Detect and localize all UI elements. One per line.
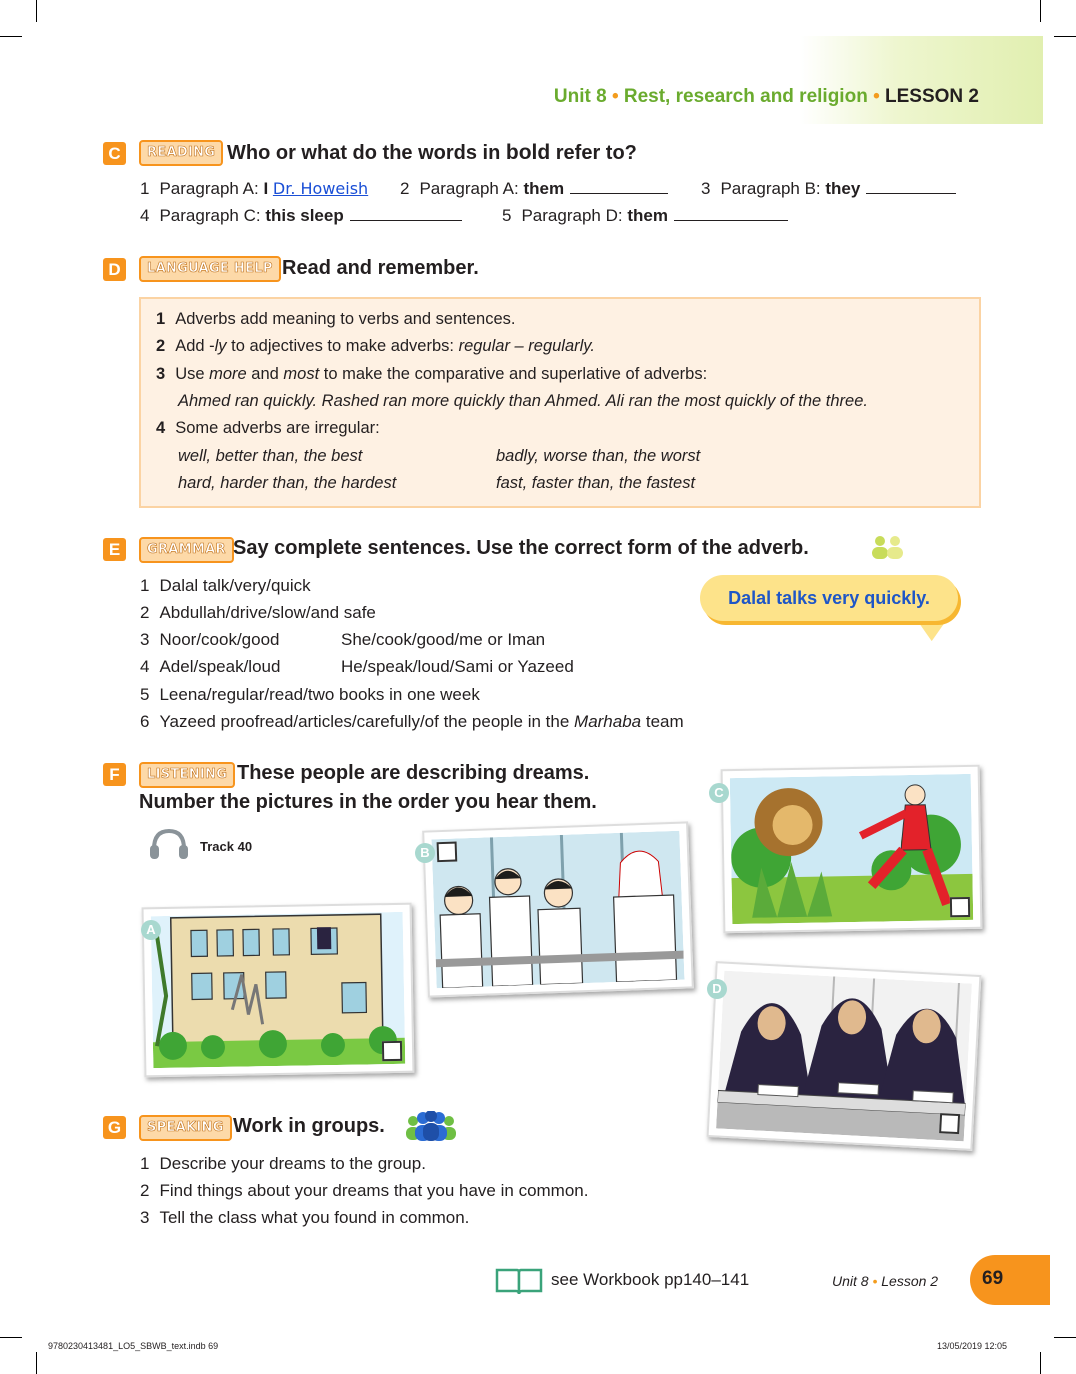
- list-item: [140, 685, 480, 705]
- item-number: 1: [156, 310, 166, 328]
- item-text: Paragraph A:: [419, 179, 524, 198]
- section-f-title-line1: These people are describing dreams.: [237, 762, 590, 784]
- item-number: 3: [156, 365, 166, 383]
- header-bullet: •: [611, 86, 619, 107]
- list-item: [140, 1208, 469, 1228]
- picture-label-c: C: [709, 783, 729, 803]
- section-letter-f: F: [103, 763, 126, 786]
- answer-blank[interactable]: [570, 179, 668, 194]
- item-text: Adel/speak/loud: [159, 657, 281, 676]
- section-d-title: Read and remember.: [282, 257, 479, 279]
- answer-checkbox[interactable]: [437, 841, 458, 862]
- item-text: Some adverbs are irregular:: [175, 419, 380, 437]
- footer-lesson: Lesson 2: [881, 1273, 939, 1289]
- lion-chase-illustration: [730, 774, 974, 924]
- irregular-form: [178, 474, 396, 493]
- answer-blank[interactable]: [350, 206, 462, 221]
- picture-d: [707, 961, 982, 1151]
- item-bold: them: [627, 206, 668, 225]
- crop-mark: [36, 1352, 37, 1374]
- item-number: 1: [140, 576, 150, 595]
- item-text: Dalal talk/very/quick: [159, 576, 311, 595]
- item-text: to adjectives to make adverbs:: [226, 337, 459, 355]
- pair-work-icon: [868, 535, 908, 559]
- answer-link[interactable]: Dr. Howeish: [272, 179, 369, 198]
- item-text: Paragraph A:: [159, 179, 264, 198]
- title-bold: bold: [505, 141, 551, 164]
- item-bold: I: [263, 179, 269, 198]
- speaking-tag: SPEAKING: [139, 1115, 232, 1141]
- item-italic: most: [283, 365, 320, 383]
- item-text: Yazeed proofread/articles/carefully/of the people in the: [159, 712, 575, 731]
- header-title: Rest, research and religion: [623, 86, 868, 107]
- exam-illustration: [716, 971, 972, 1142]
- item-number: 2: [400, 179, 410, 198]
- crop-mark: [36, 0, 37, 22]
- item-bold: them: [523, 179, 565, 198]
- item-number: 4: [140, 657, 150, 676]
- item-number: 2: [140, 603, 150, 622]
- item-text: Tell the class what you found in common.: [159, 1208, 470, 1227]
- example-line: [178, 392, 868, 411]
- section-letter-c: C: [103, 142, 126, 165]
- form-text: hard, harder than, the hardest: [178, 474, 397, 492]
- section-letter-d: D: [103, 258, 126, 281]
- item-text: Find things about your dreams that you have in common.: [159, 1181, 589, 1200]
- footer-unit: Unit 8: [832, 1273, 869, 1289]
- title-text: refer to?: [550, 142, 637, 164]
- section-g-title: Work in groups.: [233, 1115, 385, 1137]
- item-text: and: [246, 365, 284, 383]
- list-item: [701, 179, 956, 199]
- list-item: [156, 365, 707, 384]
- item-text: Paragraph C:: [159, 206, 266, 225]
- item-text: Describe your dreams to the group.: [159, 1154, 426, 1173]
- section-e-title: Say complete sentences. Use the correct form of the adverb.: [233, 537, 809, 559]
- header-unit: Unit 8: [553, 86, 607, 107]
- list-item: [140, 1154, 426, 1174]
- crop-mark: [1040, 0, 1041, 22]
- classroom-illustration: [431, 831, 684, 989]
- workbook-icon[interactable]: [495, 1266, 543, 1296]
- picture-a: [142, 903, 415, 1078]
- crop-mark: [0, 1337, 22, 1338]
- crop-mark: [1054, 1337, 1076, 1338]
- item-italic: ly: [214, 337, 227, 355]
- headphones-icon[interactable]: [148, 827, 190, 861]
- speech-bubble: Dalal talks very quickly.: [700, 575, 958, 621]
- list-item: [156, 310, 515, 329]
- picture-label-d: D: [707, 979, 727, 999]
- item-text: team: [641, 712, 684, 731]
- item-bold: this sleep: [265, 206, 344, 225]
- list-item: [502, 206, 788, 226]
- item-number: 1: [140, 179, 150, 198]
- crop-mark: [0, 36, 22, 37]
- item-number: 3: [701, 179, 711, 198]
- item-text: to make the comparative and superlative of adverbs:: [319, 365, 708, 383]
- list-item: [140, 712, 684, 732]
- item-number: 1: [140, 1154, 150, 1173]
- footer-unit-lesson: [832, 1273, 938, 1289]
- group-work-icon: [403, 1111, 459, 1141]
- answer-checkbox[interactable]: [950, 897, 970, 917]
- section-f-title-line2: Number the pictures in the order you hear them.: [139, 791, 597, 813]
- item-text: Use: [175, 365, 210, 383]
- item-number: 3: [140, 630, 150, 649]
- list-item: [140, 179, 368, 199]
- page-number: 69: [982, 1268, 1004, 1289]
- picture-label-b: B: [415, 843, 435, 863]
- print-slug-date: 13/05/2019 12:05: [937, 1341, 1008, 1351]
- header-bullet: •: [873, 86, 880, 107]
- crop-mark: [1040, 1352, 1041, 1374]
- picture-c: [721, 765, 983, 933]
- building-illustration: [151, 912, 406, 1068]
- answer-blank[interactable]: [866, 179, 956, 194]
- picture-b-scene: [431, 831, 684, 989]
- item-text: Adverbs add meaning to verbs and sentences.: [175, 310, 516, 328]
- grammar-tag: GRAMMAR: [139, 537, 234, 563]
- list-item: [140, 1181, 588, 1201]
- item-text: Add -: [175, 337, 215, 355]
- header-lesson: LESSON 2: [885, 86, 979, 107]
- item-number: 6: [140, 712, 150, 731]
- footer-bullet: •: [872, 1273, 878, 1289]
- item-example: regular – regularly.: [458, 337, 595, 355]
- item-number: 5: [502, 206, 512, 225]
- list-item: [140, 576, 311, 596]
- answer-blank[interactable]: [674, 206, 788, 221]
- item-number: 3: [140, 1208, 150, 1227]
- header-band: [800, 36, 1043, 124]
- print-slug-file: 9780230413481_LO5_SBWB_text.indb 69: [48, 1341, 219, 1351]
- list-item-alt: He/speak/loud/Sami or Yazeed: [341, 657, 574, 676]
- picture-d-scene: [716, 971, 972, 1142]
- item-number: 4: [140, 206, 150, 225]
- picture-label-a: A: [141, 920, 161, 940]
- title-text: Who or what do the words in: [227, 142, 506, 164]
- listening-tag: LISTENING: [139, 762, 235, 788]
- picture-a-scene: [151, 912, 406, 1068]
- picture-b: [422, 821, 694, 997]
- form-text: badly, worse than, the worst: [496, 447, 701, 465]
- list-item: [156, 337, 595, 356]
- form-text: fast, faster than, the fastest: [496, 474, 696, 492]
- form-text: well, better than, the best: [178, 447, 363, 465]
- list-item-alt: She/cook/good/me or Iman: [341, 630, 546, 649]
- item-number: 2: [156, 337, 166, 355]
- crop-mark: [1054, 36, 1076, 37]
- item-bold: they: [825, 179, 861, 198]
- track-label: Track 40: [200, 839, 253, 854]
- irregular-form: [496, 474, 695, 493]
- answer-checkbox[interactable]: [939, 1113, 960, 1134]
- list-item: [140, 206, 462, 226]
- item-italic: Marhaba: [574, 712, 642, 731]
- item-number: 4: [156, 419, 166, 437]
- workbook-reference: see Workbook pp140–141: [551, 1270, 750, 1289]
- item-text: Noor/cook/good: [159, 630, 280, 649]
- item-text: Paragraph B:: [720, 179, 826, 198]
- item-italic: more: [209, 365, 247, 383]
- answer-checkbox[interactable]: [382, 1041, 402, 1061]
- list-item: [140, 603, 376, 623]
- language-help-tag: LANGUAGE HELP: [139, 256, 281, 282]
- item-text: Paragraph D:: [521, 206, 628, 225]
- section-letter-g: G: [103, 1116, 126, 1139]
- reading-tag: READING: [139, 140, 223, 166]
- list-item: [140, 630, 280, 650]
- item-number: 5: [140, 685, 150, 704]
- section-c-title: [227, 141, 637, 165]
- section-letter-e: E: [103, 538, 126, 561]
- item-text: Leena/regular/read/two books in one week: [159, 685, 480, 704]
- item-number: 2: [140, 1181, 150, 1200]
- item-text: Abdullah/drive/slow/and safe: [159, 603, 376, 622]
- list-item: [400, 179, 668, 199]
- list-item: [140, 657, 280, 677]
- item-example: Ahmed ran quickly. Rashed ran more quickly than Ahmed. Ali ran the most quickly of the three.: [178, 392, 868, 410]
- picture-c-scene: [730, 774, 974, 924]
- list-item: [156, 419, 380, 438]
- irregular-form: [496, 447, 700, 466]
- irregular-form: [178, 447, 362, 466]
- page-header: [554, 86, 979, 108]
